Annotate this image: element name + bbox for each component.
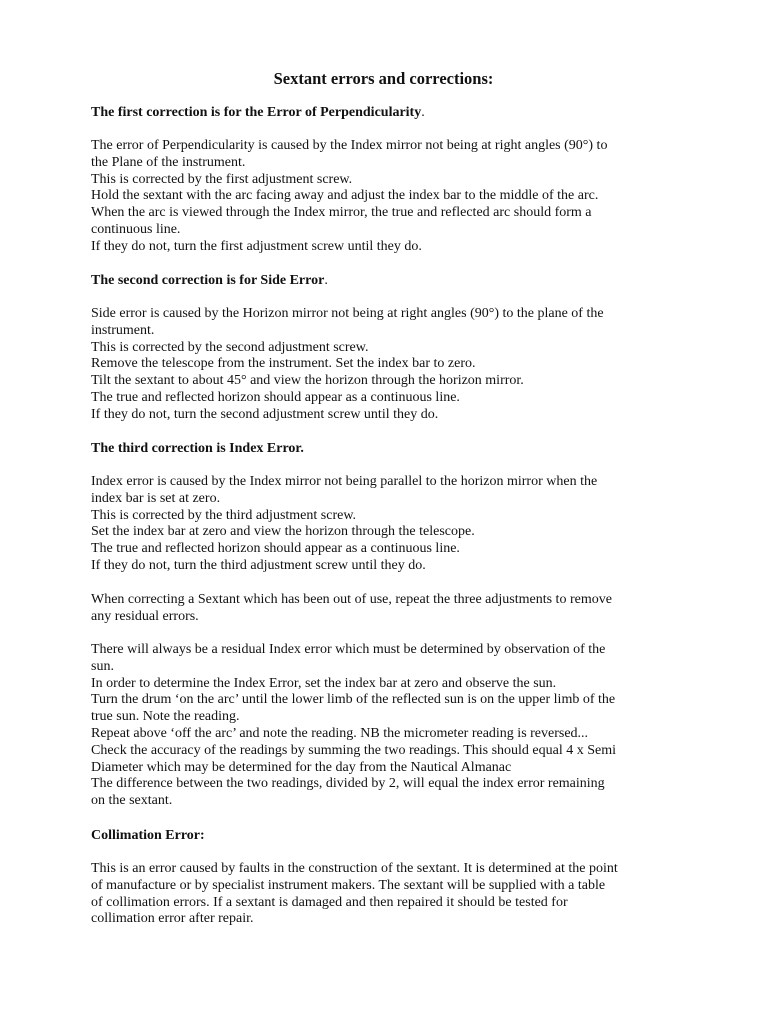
text-line: Check the accuracy of the readings by summing the two readings. This should equal 4 x Semi [91,742,617,758]
text-line: Repeat above ‘off the arc’ and note the reading. NB the micrometer reading is reversed... [91,725,589,741]
text-line: This is an error caused by faults in the construction of the sextant. It is determined at the point [91,861,618,876]
text-line: of collimation errors. If a sextant is damaged and then repaired it should be tested for [91,894,568,910]
paragraph-side-error [91,306,691,424]
text-line: on the sextant. [91,793,173,809]
text-line: The difference between the two readings, divided by 2, will equal the index error remaining [91,776,605,792]
paragraph-residual-adjustments [91,592,691,626]
text-line: Tilt the sextant to about 45° and view the horizon through the horizon mirror. [91,373,524,389]
text-line: the Plane of the instrument. [91,154,246,170]
text-line: This is corrected by the third adjustment screw. [91,507,357,523]
text-line: true sun. Note the reading. [91,709,240,725]
text-line: If they do not, turn the third adjustment screw until they do. [91,557,426,573]
paragraph-index-error [91,474,691,575]
text-line: When correcting a Sextant which has been out of use, repeat the three adjustments to remove [91,592,612,607]
paragraph-collimation-error [91,861,691,928]
text-line: The true and reflected horizon should appear as a continuous line. [91,389,460,405]
text-line: of manufacture or by specialist instrument makers. The sextant will be supplied with a table [91,877,606,893]
text-line: In order to determine the Index Error, set the index bar at zero and observe the sun. [91,675,557,691]
text-line: If they do not, turn the second adjustment screw until they do. [91,406,439,422]
page-title: Sextant errors and corrections: [273,69,494,88]
heading-text: Collimation Error: [91,828,205,843]
heading-text: The first correction is for the Error of Perpendicularity [91,105,422,120]
heading-text: The second correction is for Side Error [91,273,325,288]
text-line: The true and reflected horizon should appear as a continuous line. [91,541,460,557]
heading-period: . [324,273,328,288]
section-heading-perpendicularity [91,105,425,122]
section-heading-collimation-error [91,828,205,845]
section-heading-index-error [91,441,304,458]
text-line: Remove the telescope from the instrument. Set the index bar to zero. [91,356,476,372]
heading-period: . [421,105,425,120]
paragraph-residual-index-error [91,642,691,810]
text-line: sun. [91,658,114,674]
text-line: continuous line. [91,221,181,237]
text-line: There will always be a residual Index error which must be determined by observation of the [91,642,606,657]
heading-text: The third correction is Index Error. [91,441,304,456]
text-line: This is corrected by the second adjustment screw. [91,339,369,355]
text-line: This is corrected by the first adjustment screw. [91,171,353,187]
text-line: Index error is caused by the Index mirror not being parallel to the horizon mirror when the [91,474,598,489]
text-line: Diameter which may be determined for the day from the Nautical Almanac [91,759,512,775]
text-line: Set the index bar at zero and view the horizon through the telescope. [91,524,475,540]
text-line: Turn the drum ‘on the arc’ until the lower limb of the reflected sun is on the upper limb of the [91,692,616,708]
text-line: Hold the sextant with the arc facing away and adjust the index bar to the middle of the arc. [91,188,599,204]
paragraph-perpendicularity [91,138,691,256]
text-line: index bar is set at zero. [91,490,221,506]
text-line: Side error is caused by the Horizon mirror not being at right angles (90°) to the plane of the [91,306,604,321]
text-line: The error of Perpendicularity is caused by the Index mirror not being at right angles (90°) to [91,138,608,153]
text-line: instrument. [91,322,155,338]
text-line: collimation error after repair. [91,911,254,927]
text-line: any residual errors. [91,608,199,624]
text-line: When the arc is viewed through the Index mirror, the true and reflected arc should form a [91,205,592,221]
section-heading-side-error [91,273,328,290]
text-line: If they do not, turn the first adjustment screw until they do. [91,238,422,254]
